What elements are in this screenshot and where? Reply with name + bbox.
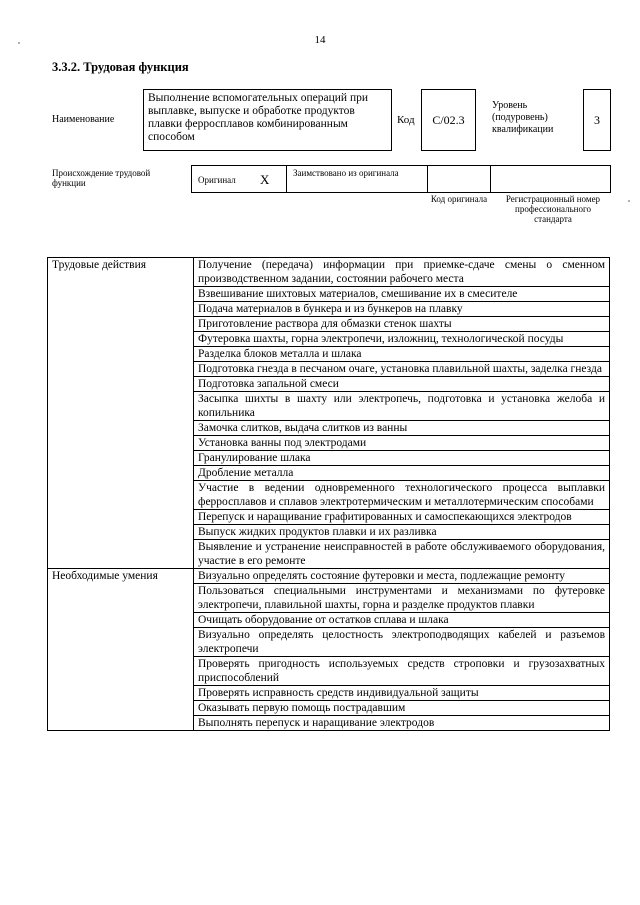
labor-action-row	[48, 466, 610, 481]
labor-action-row	[48, 377, 610, 392]
item-text: Замочка слитков, выдача слитков из ванны	[194, 421, 610, 436]
skill-row	[48, 657, 610, 686]
labor-action-row	[48, 510, 610, 525]
item-text: Засыпка шихты в шахту или электропечь, подготовка и установка желоба и копильника	[194, 392, 610, 421]
item-text: Визуально определять состояние футеровки и места, подлежащие ремонту	[194, 569, 610, 584]
reg-number-cell	[490, 165, 611, 193]
scan-speck	[18, 42, 20, 44]
labor-action-row	[48, 451, 610, 466]
category-cell	[48, 525, 194, 540]
category-cell	[48, 392, 194, 421]
function-name-box	[143, 89, 392, 151]
level-label: Уровень (подуровень) квалификации	[492, 100, 554, 135]
category-cell	[48, 421, 194, 436]
code-box	[421, 89, 476, 151]
category-cell	[48, 451, 194, 466]
item-text: Визуально определять целостность электроподводящих кабелей и разъемов электропечи	[194, 628, 610, 657]
main-table	[47, 257, 610, 731]
item-text: Подготовка запальной смеси	[194, 377, 610, 392]
item-text: Очищать оборудование от остатков сплава и шлака	[194, 613, 610, 628]
labor-action-row	[48, 421, 610, 436]
borrowed-label: Заимствовано из оригинала	[293, 168, 399, 178]
item-text: Подача материалов в бункера и из бункеров на плавку	[194, 302, 610, 317]
category-cell	[48, 287, 194, 302]
origin-label: Происхождение трудовой функции	[52, 168, 151, 188]
category-cell	[48, 302, 194, 317]
function-name: Выполнение вспомогательных операций при выплавке, выпуске и обработке продуктов плавки ферросплавов комбинированным способом	[148, 92, 369, 143]
scan-speck	[628, 200, 630, 202]
labor-action-row	[48, 302, 610, 317]
category-cell	[48, 317, 194, 332]
labor-action-row	[48, 287, 610, 302]
reg-number-label: Регистрационный номер профессионального стандарта	[505, 194, 601, 224]
category-cell	[48, 701, 194, 716]
labor-action-row	[48, 481, 610, 510]
item-text: Пользоваться специальными инструментами и механизмами по футеровке электропечи, плавильной шахты, горна и разделке продуктов плавки	[194, 584, 610, 613]
labor-actions-label: Трудовые действия	[48, 258, 194, 287]
code-label: Код	[397, 114, 415, 126]
code-original-cell	[427, 165, 491, 193]
category-cell	[48, 347, 194, 362]
item-text: Проверять исправность средств индивидуальной защиты	[194, 686, 610, 701]
item-text: Гранулирование шлака	[194, 451, 610, 466]
labor-action-row	[48, 392, 610, 421]
original-cell	[191, 165, 287, 193]
category-cell	[48, 481, 194, 510]
item-text: Проверять пригодность используемых средств строповки и грузозахватных приспособлений	[194, 657, 610, 686]
category-cell	[48, 332, 194, 347]
name-label: Наименование	[52, 114, 115, 125]
item-text: Оказывать первую помощь пострадавшим	[194, 701, 610, 716]
item-text: Приготовление раствора для обмазки стенок шахты	[194, 317, 610, 332]
item-text: Разделка блоков металла и шлака	[194, 347, 610, 362]
item-text: Участие в ведении одновременного технологического процесса выплавки ферросплавов и сплавов электротермическим и металлотермическим способами	[194, 481, 610, 510]
original-mark: X	[260, 172, 270, 187]
section-title: 3.3.2. Трудовая функция	[52, 60, 189, 74]
item-text: Подготовка гнезда в песчаном очаге, установка плавильной шахты, заделка гнезда	[194, 362, 610, 377]
labor-action-row	[48, 436, 610, 451]
skill-row	[48, 584, 610, 613]
category-cell	[48, 377, 194, 392]
item-text: Выполнять перепуск и наращивание электродов	[194, 716, 610, 731]
category-cell	[48, 628, 194, 657]
labor-action-row	[48, 540, 610, 569]
labor-action-row	[48, 317, 610, 332]
labor-action-row	[48, 362, 610, 377]
skill-row	[48, 716, 610, 731]
code-original-label: Код оригинала	[430, 194, 488, 204]
item-text: Получение (передача) информации при приемке-сдаче смены о сменном производственном задании, состоянии рабочего места	[194, 258, 610, 287]
item-text: Установка ванны под электродами	[194, 436, 610, 451]
code-value: С/02.3	[432, 113, 465, 127]
page-number: 14	[314, 34, 326, 46]
labor-action-row	[48, 332, 610, 347]
level-box	[583, 89, 611, 151]
level-value: 3	[594, 113, 600, 127]
item-text: Дробление металла	[194, 466, 610, 481]
skills-label: Необходимые умения	[48, 569, 194, 584]
category-cell	[48, 613, 194, 628]
category-cell	[48, 657, 194, 686]
item-text: Взвешивание шихтовых материалов, смешивание их в смесителе	[194, 287, 610, 302]
item-text: Выявление и устранение неисправностей в работе обслуживаемого оборудования, участие в его ремонте	[194, 540, 610, 569]
category-cell	[48, 584, 194, 613]
skill-row	[48, 569, 610, 584]
category-cell	[48, 716, 194, 731]
category-cell	[48, 686, 194, 701]
labor-action-row	[48, 347, 610, 362]
category-cell	[48, 510, 194, 525]
category-cell	[48, 540, 194, 569]
item-text: Футеровка шахты, горна электропечи, изложниц, технологической посуды	[194, 332, 610, 347]
category-cell	[48, 362, 194, 377]
skill-row	[48, 628, 610, 657]
skill-row	[48, 613, 610, 628]
original-label: Оригинал	[198, 175, 236, 185]
item-text: Выпуск жидких продуктов плавки и их разливка	[194, 525, 610, 540]
skill-row	[48, 686, 610, 701]
labor-action-row	[48, 258, 610, 287]
labor-action-row	[48, 525, 610, 540]
category-cell	[48, 466, 194, 481]
borrowed-cell	[286, 165, 428, 193]
category-cell	[48, 436, 194, 451]
skill-row	[48, 701, 610, 716]
item-text: Перепуск и наращивание графитированных и самоспекающихся электродов	[194, 510, 610, 525]
